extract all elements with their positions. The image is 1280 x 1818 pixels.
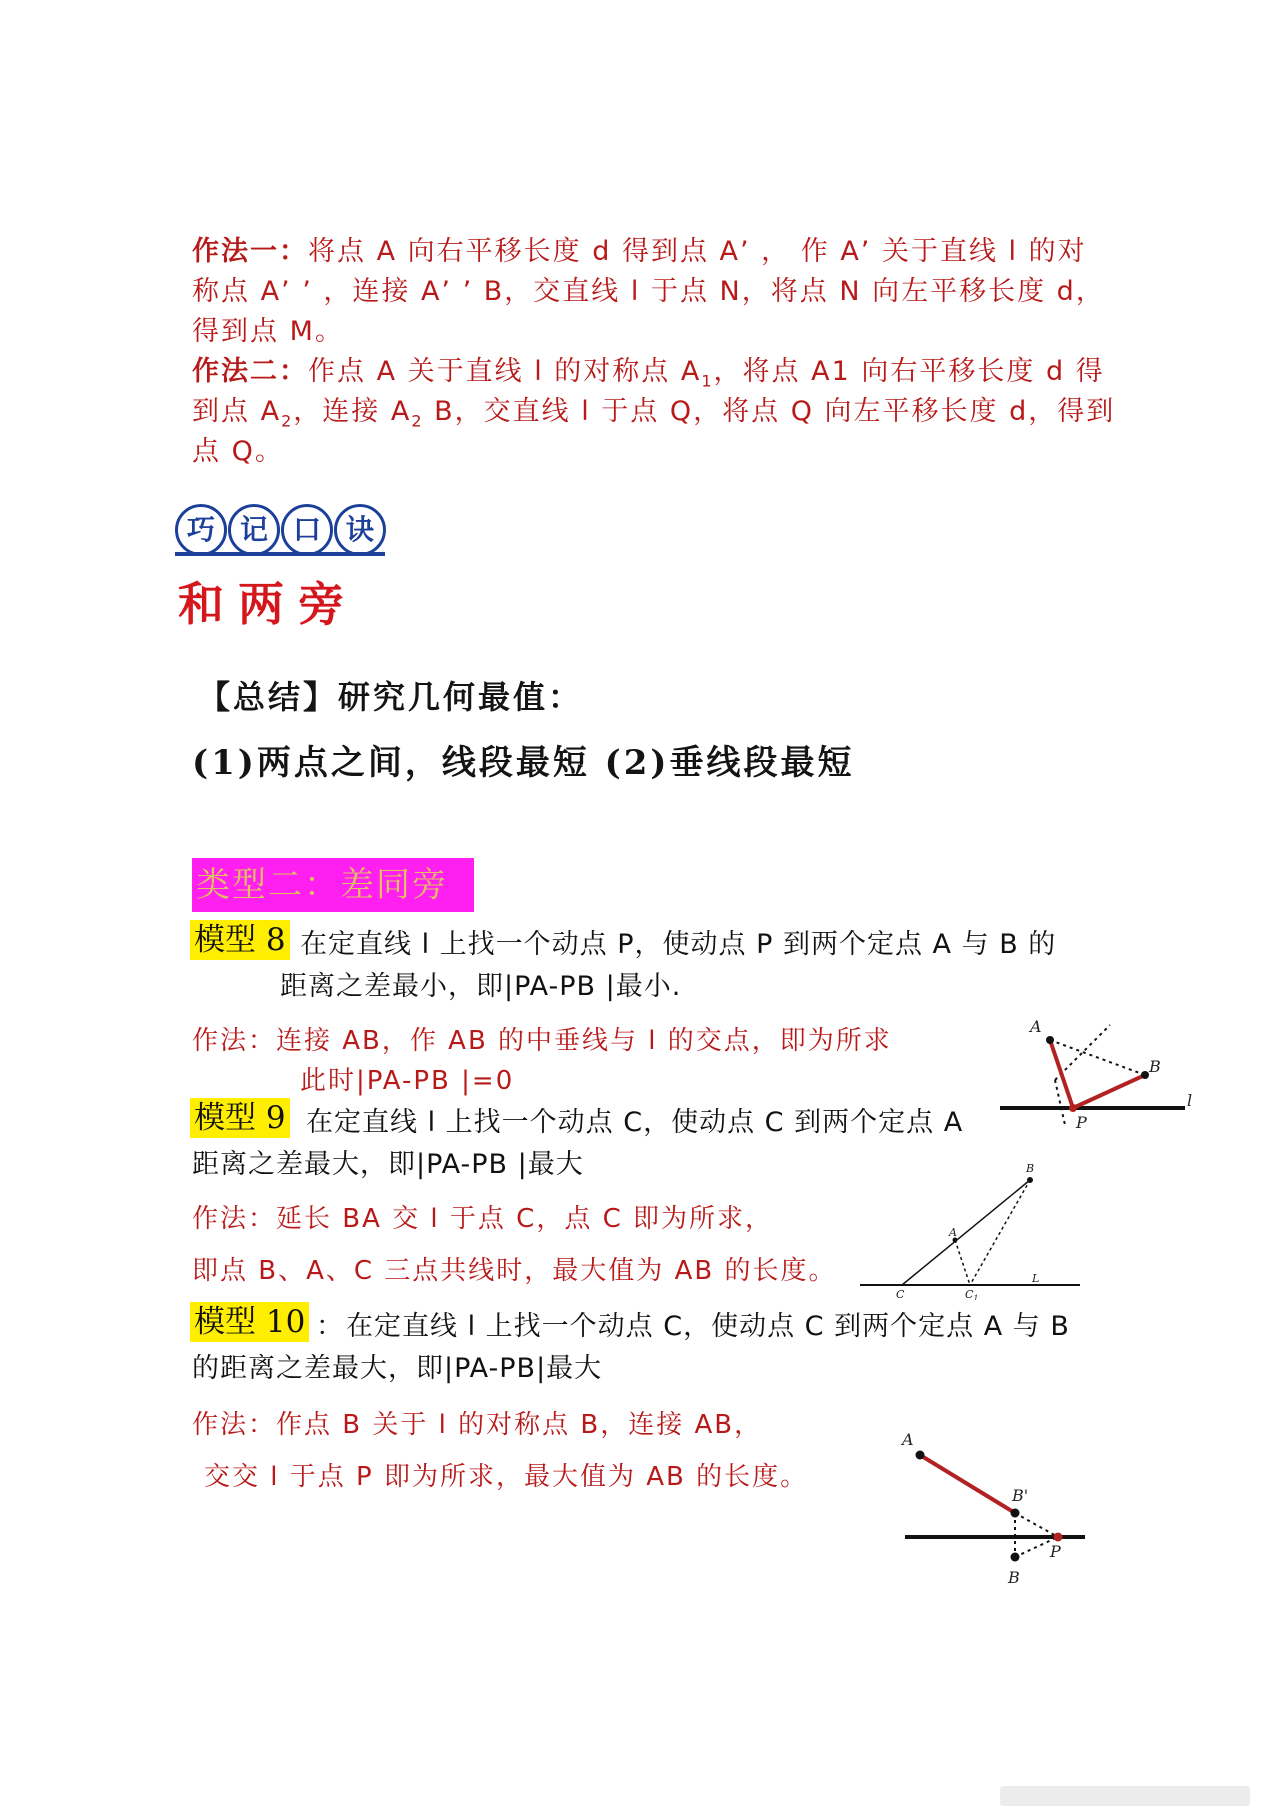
model8-method-line1: 作法：连接 AB，作 AB 的中垂线与 l 的交点，即为所求	[192, 1026, 892, 1056]
point-b	[1141, 1071, 1149, 1079]
mnemonic-badge: 口	[281, 504, 333, 556]
model10-method-line2: 交交 l 于点 P 即为所求，最大值为 AB 的长度。	[204, 1462, 809, 1492]
segment-b1p	[1015, 1513, 1058, 1537]
mnemonic-badges	[175, 500, 385, 556]
method-two-line3: 点 Q。	[192, 436, 284, 467]
method-one-line2: 称点 A’ ’ ，连接 A’ ’ B，交直线 l 于点 N，将点 N 向左平移长度 d，	[192, 276, 1105, 307]
summary-heading: 【总结】研究几何最值：	[198, 678, 584, 716]
model9-method-line2: 即点 B、A、C 三点共线时，最大值为 AB 的长度。	[192, 1256, 837, 1286]
label-c: C	[896, 1288, 905, 1300]
model9-method-line1: 作法：延长 BA 交 l 于点 C，点 C 即为所求，	[192, 1204, 774, 1234]
section-title: 和两旁	[178, 577, 358, 631]
method-two-line1: 作法二：作点 A 关于直线 l 的对称点 $A_1$，将点 A1 向右平移长度 d 得	[192, 356, 1105, 391]
model10-label: 模型 10	[190, 1302, 309, 1342]
label-b1: B'	[1012, 1486, 1029, 1505]
method-one-line3: 得到点 M。	[192, 316, 344, 347]
model10-colon: ：	[316, 1311, 344, 1342]
label-b: B	[1026, 1162, 1035, 1175]
label-l: L	[1032, 1272, 1040, 1285]
point-p	[1069, 1104, 1077, 1112]
segment-bc1	[970, 1180, 1030, 1285]
model8-text-line2: 距离之差最小，即|PA-PB |最小.	[280, 971, 682, 1002]
segment-ac1	[955, 1240, 970, 1285]
segment-pb	[1073, 1075, 1145, 1108]
label-a: A	[902, 1430, 914, 1449]
bottom-watermark	[1000, 1784, 1260, 1808]
label-l: l	[1187, 1091, 1193, 1110]
segment-ab	[1050, 1040, 1145, 1075]
point-b	[1011, 1553, 1020, 1562]
model8-method-line2: 此时|PA-PB |=0	[300, 1066, 515, 1096]
model10-figure	[900, 1425, 1100, 1600]
mnemonic-badge: 诀	[334, 504, 386, 556]
point-b1	[1011, 1509, 1020, 1518]
point-b	[1027, 1177, 1033, 1183]
model9-text-line2: 距离之差最大，即|PA-PB |最大	[192, 1149, 584, 1180]
model9-figure	[860, 1160, 1090, 1300]
model10-text-line2: 的距离之差最大，即|PA-PB|最大	[192, 1353, 603, 1384]
label-b: B	[1008, 1568, 1020, 1587]
point-a	[916, 1451, 925, 1460]
label-c1: $C_1$	[965, 1288, 979, 1300]
mnemonic-underline	[175, 552, 385, 556]
mnemonic-badge: 记	[228, 504, 280, 556]
method-two-line2: 到点 $A_2$，连接 $A_2$ B，交直线 l 于点 Q，将点 Q 向左平移长度 d，得到	[192, 396, 1116, 431]
point-a	[1046, 1036, 1054, 1044]
line-bac	[902, 1180, 1030, 1285]
point-p	[1054, 1533, 1063, 1542]
model8-figure	[995, 1010, 1205, 1160]
perpendicular-bisector	[1055, 1025, 1110, 1080]
label-a: A	[1030, 1017, 1042, 1036]
label-b: B	[1149, 1057, 1161, 1076]
segment-pa	[1050, 1040, 1073, 1108]
label-a: A	[949, 1226, 957, 1239]
mnemonic-badge: 巧	[175, 504, 227, 556]
model9-label: 模型 9	[190, 1098, 290, 1138]
model10-method-line1: 作法：作点 B 关于 l 的对称点 B，连接 AB，	[192, 1410, 763, 1440]
model8-label: 模型 8	[190, 920, 290, 960]
method-one-line1: 作法一：将点 A 向右平移长度 d 得到点 A’ ， 作 A’ 关于直线 l 的对	[192, 236, 1087, 267]
model8-text-line1: 在定直线 l 上找一个动点 P，使动点 P 到两个定点 A 与 B 的	[300, 929, 1057, 960]
summary-points: (1)两点之间，线段最短 (2)垂线段最短	[192, 743, 855, 783]
type-banner: 类型二：差同旁	[192, 858, 474, 912]
segment-ab1	[920, 1455, 1015, 1513]
label-p: P	[1076, 1113, 1087, 1132]
perpendicular-bisector-ext	[1055, 1080, 1065, 1125]
model10-text-line1: 在定直线 l 上找一个动点 C，使动点 C 到两个定点 A 与 B	[346, 1311, 1070, 1342]
label-p: P	[1050, 1542, 1061, 1561]
model9-text-line1: 在定直线 l 上找一个动点 C，使动点 C 到两个定点 A	[306, 1107, 964, 1138]
